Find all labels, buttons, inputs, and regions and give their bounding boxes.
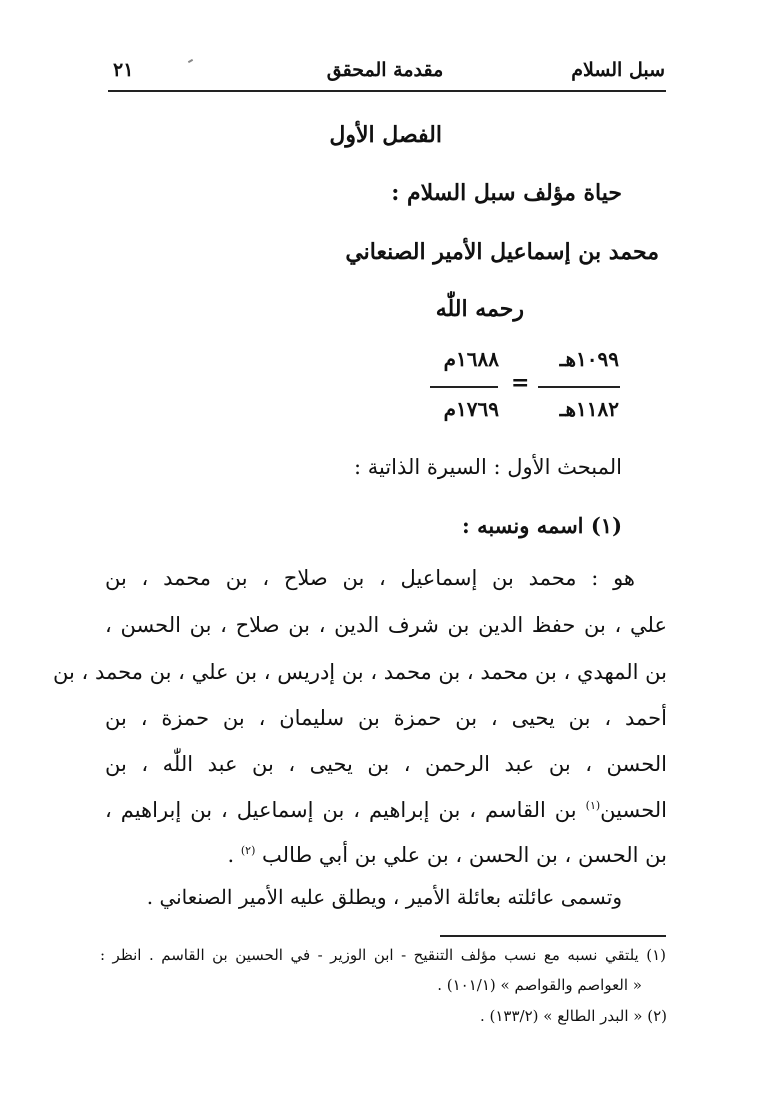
- lineage-line-6: [105, 798, 667, 822]
- birth-hijri: ١٠٩٩هـ: [559, 347, 619, 371]
- section-title: مقدمة المحقق: [326, 59, 444, 81]
- chapter-title: الفصل الأول: [329, 122, 442, 148]
- page-number: ٢١: [113, 59, 134, 81]
- lineage-line-7: [105, 843, 667, 867]
- book-title: سبل السلام: [571, 59, 665, 81]
- lineage-line-6-start: الحسين: [600, 798, 668, 822]
- lineage-line-7-end: .: [227, 843, 235, 867]
- hijri-fraction-bar: [538, 386, 620, 388]
- header-rule: [108, 90, 666, 92]
- footnote-1-continuation: « العواصم والقواصم » (١٠١/١) .: [437, 976, 642, 994]
- equals-sign: =: [511, 370, 530, 396]
- author-name: محمد بن إسماعيل الأمير الصنعاني: [345, 239, 659, 265]
- death-hijri: ١١٨٢هـ: [559, 397, 619, 421]
- footnote-rule: [440, 935, 666, 937]
- footnote-ref-1: (١): [585, 799, 601, 812]
- death-gregorian: ١٧٦٩م: [443, 397, 499, 421]
- blessing: رحمه اللّٰه: [435, 296, 524, 322]
- section-heading: المبحث الأول : السيرة الذاتية :: [353, 455, 622, 479]
- lineage-line-3: بن المهدي ، بن محمد ، بن محمد ، بن إدريس ، بن علي ، بن محمد ، بن: [53, 660, 667, 684]
- gregorian-fraction-bar: [430, 386, 498, 388]
- subtitle: حياة مؤلف سبل السلام :: [391, 180, 622, 206]
- lineage-line-2: علي ، بن حفظ الدين بن شرف الدين ، بن صلاح ، بن الحسن ،: [105, 613, 667, 637]
- lineage-line-6-rest: بن القاسم ، بن إبراهيم ، بن إسماعيل ، بن إبراهيم ،: [105, 798, 577, 822]
- subsection-heading: (١) اسمه ونسبه :: [462, 513, 622, 538]
- footnote-ref-2: (٢): [240, 844, 256, 857]
- lineage-line-1: هو : محمد بن إسماعيل ، بن صلاح ، بن محمد ، بن: [105, 566, 635, 590]
- lineage-line-5: الحسن ، بن عبد الرحمن ، بن يحيى ، بن عبد اللّٰه ، بن: [105, 752, 667, 776]
- lineage-line-7-text: بن الحسن ، بن الحسن ، بن علي بن أبي طالب: [262, 843, 667, 867]
- family-sentence: وتسمى عائلته بعائلة الأمير ، ويطلق عليه الأمير الصنعاني .: [146, 885, 622, 909]
- footnote-1: (١) يلتقي نسبه مع نسب مؤلف التنقيح - ابن الوزير - في الحسين بن القاسم . انظر :: [100, 946, 666, 964]
- lineage-line-4: أحمد ، بن يحيى ، بن حمزة بن سليمان ، بن حمزة ، بن: [105, 706, 667, 730]
- birth-gregorian: ١٦٨٨م: [443, 347, 499, 371]
- footnote-2: (٢) « البدر الطالع » (١٣٣/٢) .: [479, 1007, 667, 1025]
